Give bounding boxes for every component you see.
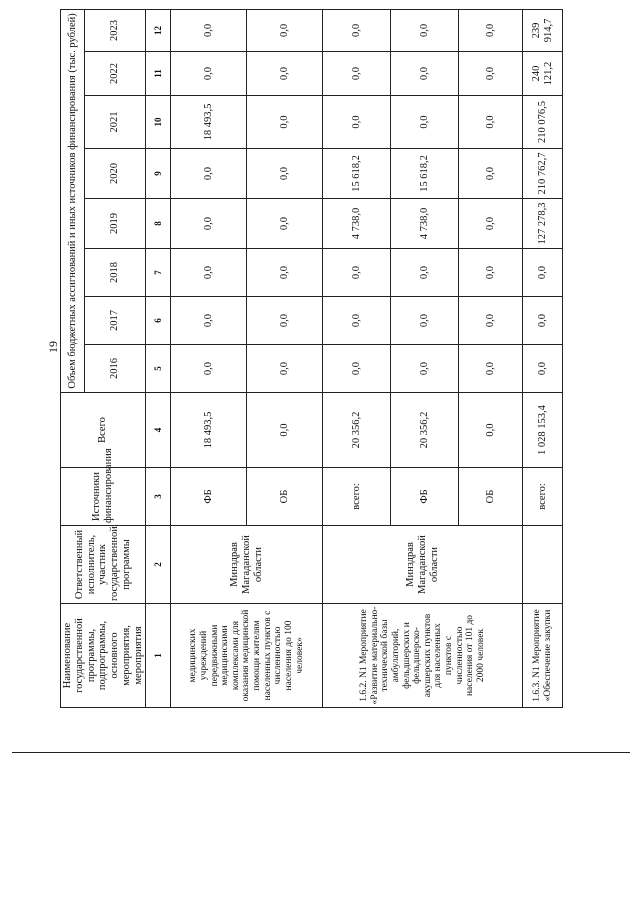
financing-table [60,9,563,708]
table-row [171,9,247,707]
year-value: 0,0 [247,52,323,96]
funding-source: ФБ [391,468,459,526]
year-value: 0,0 [391,96,459,149]
year-value: 0,0 [459,52,523,96]
responsible-executor: Минздрав Магаданской области [171,526,323,604]
year-value: 0,0 [459,9,523,51]
year-value: 0,0 [171,9,247,51]
year-value: 4 738,0 [391,199,459,249]
column-index: 8 [146,199,171,249]
page-number: 19 [46,341,60,353]
year-value: 18 493,5 [171,96,247,149]
year-value: 240 121,2 [523,52,563,96]
funding-source: всего: [523,468,563,526]
total-value: 18 493,5 [171,393,247,468]
header-year: 2020 [85,149,146,199]
year-value: 0,0 [391,9,459,51]
year-value: 0,0 [247,345,323,393]
header-total: Всего [61,393,146,468]
column-index: 9 [146,149,171,199]
funding-source: ОБ [459,468,523,526]
year-value: 0,0 [391,249,459,297]
responsible-executor [523,526,563,604]
header-year: 2021 [85,96,146,149]
year-value: 0,0 [523,345,563,393]
year-value: 0,0 [323,345,391,393]
year-value: 0,0 [171,345,247,393]
year-value: 0,0 [247,9,323,51]
year-value: 0,0 [171,149,247,199]
column-index: 5 [146,345,171,393]
column-index-row [146,9,171,707]
header-row-group [61,9,85,707]
year-value: 0,0 [171,199,247,249]
total-value: 0,0 [459,393,523,468]
column-index: 4 [146,393,171,468]
year-value: 0,0 [459,149,523,199]
total-value: 0,0 [247,393,323,468]
year-value: 239 914,7 [523,9,563,51]
year-value: 15 618,2 [323,149,391,199]
year-value: 0,0 [459,96,523,149]
year-value: 0,0 [247,149,323,199]
column-index: 6 [146,297,171,345]
column-index: 7 [146,249,171,297]
column-index: 10 [146,96,171,149]
header-year: 2016 [85,345,146,393]
header-year: 2018 [85,249,146,297]
header-year: 2019 [85,199,146,249]
rotated-table-container [60,10,629,708]
header-year: 2023 [85,9,146,51]
header-source: Источники финансирования [61,468,146,526]
column-index: 11 [146,52,171,96]
total-value: 1 028 153,4 [523,393,563,468]
activity-name: 1.6.2. N1 Мероприятие «Развитие материально-технической базы амбулаторий, фельдшерских и фельдшерско-акушерских пунктов для населенных пунктов с численностью населения от 101 до 2000 человек [323,604,523,708]
header-responsible: Ответственный исполнитель, участник государственной программы [61,526,146,604]
year-value: 0,0 [391,345,459,393]
year-value: 15 618,2 [391,149,459,199]
year-value: 210 076,5 [523,96,563,149]
column-index: 1 [146,604,171,708]
year-value: 0,0 [523,249,563,297]
header-year: 2022 [85,52,146,96]
year-value: 0,0 [459,345,523,393]
year-value: 0,0 [323,96,391,149]
total-value: 20 356,2 [391,393,459,468]
column-index: 3 [146,468,171,526]
header-name: Наименование государственной программы, подпрограммы, основного мероприятия, мероприятия [61,604,146,708]
table-row [523,9,563,707]
year-value: 0,0 [171,297,247,345]
year-value: 0,0 [171,249,247,297]
year-value: 0,0 [391,297,459,345]
funding-source: ОБ [247,468,323,526]
year-value: 0,0 [247,249,323,297]
year-value: 0,0 [247,199,323,249]
total-value: 20 356,2 [323,393,391,468]
year-value: 0,0 [323,249,391,297]
year-value: 127 278,3 [523,199,563,249]
table-row [323,9,391,707]
year-value: 4 738,0 [323,199,391,249]
page-divider [12,752,630,753]
responsible-executor: Минздрав Магаданской области [323,526,523,604]
year-value: 210 762,7 [523,149,563,199]
funding-source: всего: [323,468,391,526]
year-value: 0,0 [247,297,323,345]
year-value: 0,0 [323,52,391,96]
year-value: 0,0 [323,297,391,345]
header-funding-group: Объем бюджетных ассигнований и иных источников финансирования (тыс. рублей) [61,9,85,392]
year-value: 0,0 [247,96,323,149]
year-value: 0,0 [459,249,523,297]
column-index: 12 [146,9,171,51]
activity-name: медицинских учреждений передвижными медицинскими комплексами для оказания медицинской помощи жителям населенных пунктов с численностью населения до 100 человек» [171,604,323,708]
funding-source: ФБ [171,468,247,526]
header-year: 2017 [85,297,146,345]
year-value: 0,0 [459,199,523,249]
column-index: 2 [146,526,171,604]
year-value: 0,0 [523,297,563,345]
activity-name: 1.6.3. N1 Мероприятие «Обеспечение закупки [523,604,563,708]
year-value: 0,0 [459,297,523,345]
year-value: 0,0 [391,52,459,96]
year-value: 0,0 [323,9,391,51]
year-value: 0,0 [171,52,247,96]
